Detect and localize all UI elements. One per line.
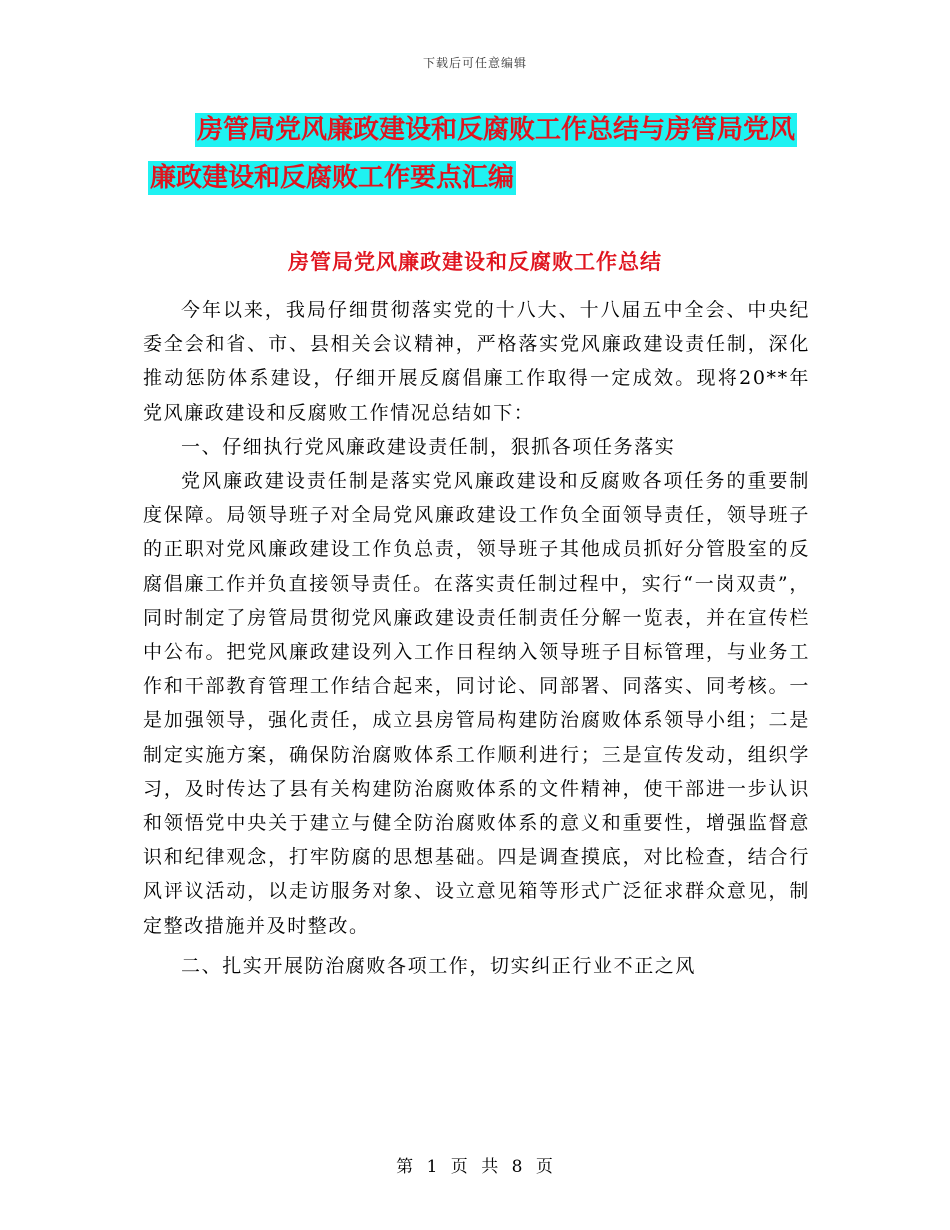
section-title: 房管局党风廉政建设和反腐败工作总结 xyxy=(288,249,662,274)
page-header-note: 下载后可任意编辑 xyxy=(422,56,527,70)
document-title xyxy=(140,106,820,202)
document-body xyxy=(143,293,810,983)
title-highlight-1: 房管局党风廉政建设和反腐败工作总结与房管局党风 xyxy=(197,115,796,145)
document-title-line-2 xyxy=(140,154,820,202)
document-title-line-1 xyxy=(140,106,820,154)
title-highlight-2: 廉政建设和反腐败工作要点汇编 xyxy=(150,163,515,193)
paragraph-section-1: 党风廉政建设责任制是落实党风廉政建设和反腐败各项任务的重要制度保障。局领导班子对全局党风廉政建设工作负全面领导责任，领导班子的正职对党风廉政建设工作负总责，领导班子其他成员抓好分管股室的反腐倡廉工作并负直接领导责任。在落实责任制过程中，实行“一岗双责”，同时制定了房管局贯彻党风廉政建设责任制责任分解一览表，并在宣传栏中公布。把党风廉政建设列入工作日程纳入领导班子目标管理，与业务工作和干部教育管理工作结合起来，同讨论、同部署、同落实、同考核。一是加强领导，强化责任，成立县房管局构建防治腐败体系领导小组；二是制定实施方案，确保防治腐败体系工作顺利进行；三是宣传发动，组织学习，及时传达了县有关构建防治腐败体系的文件精神，使干部进一步认识和领悟党中央关于建立与健全防治腐败体系的意义和重要性，增强监督意识和纪律观念，打牢防腐的思想基础。四是调查摸底，对比检查，结合行风评议活动，以走访服务对象、设立意见箱等形式广泛征求群众意见，制定整改措施并及时整改。 xyxy=(143,470,810,937)
paragraph-intro: 今年以来，我局仔细贯彻落实党的十八大、十八届五中全会、中央纪委全会和省、市、县相关会议精神，严格落实党风廉政建设责任制，深化推动惩防体系建设，仔细开展反腐倡廉工作取得一定成效。现将20**年党风廉政建设和反腐败工作情况总结如下： xyxy=(143,299,810,424)
heading-section-1: 一、仔细执行党风廉政建设责任制，狠抓各项任务落实 xyxy=(181,435,676,458)
page-footer: 第 1 页 共 8 页 xyxy=(396,1157,554,1177)
heading-section-2: 二、扎实开展防治腐败各项工作，切实纠正行业不正之风 xyxy=(181,954,697,977)
